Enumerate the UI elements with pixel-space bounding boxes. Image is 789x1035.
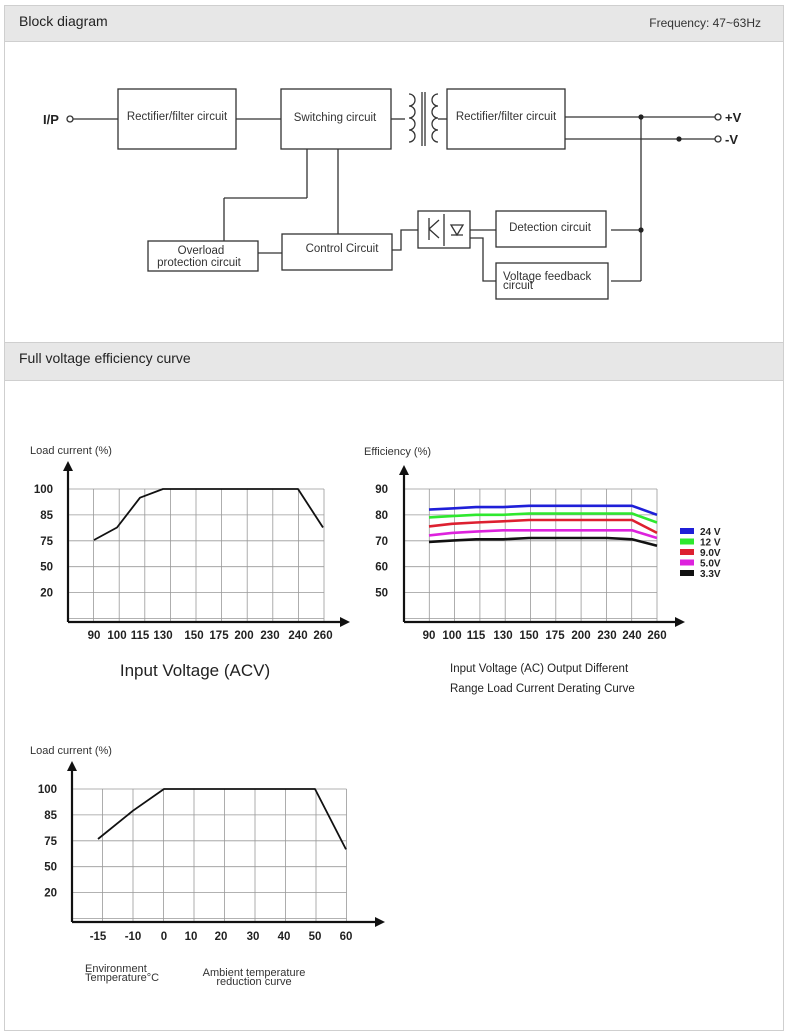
legend-swatch-12V (680, 539, 694, 545)
legend-swatch-5-0V (680, 560, 694, 566)
x-tick-label: -10 (124, 931, 142, 943)
feedback-label-1: Voltage feedback (503, 271, 592, 283)
x-tick-label: 10 (184, 931, 198, 943)
y-tick-label: 20 (44, 887, 57, 900)
x-tick-label: -15 (89, 931, 107, 943)
y-tick-label: 100 (33, 484, 53, 496)
x-tick-label: 0 (160, 931, 168, 943)
c2-xlabel-1: Input Voltage (AC) Output Different (450, 663, 629, 675)
load-current-chart (30, 445, 345, 680)
c1-xlabel: Input Voltage (ACV) (119, 661, 271, 680)
x-tick-label: 200 (234, 630, 254, 642)
x-tick-label: 175 (209, 630, 229, 642)
x-tick-label: 115 (130, 630, 150, 642)
c3-caption-1: Ambient temperature (202, 967, 306, 979)
x-tick-label: 20 (214, 931, 228, 943)
x-tick-label: 150 (519, 630, 539, 642)
x-tick-label: 90 (87, 630, 101, 642)
c3-xlabel-1: Environment (85, 963, 147, 975)
rectifier-out-label: Rectifier/filter circuit (455, 111, 557, 123)
x-tick-label: 130 (493, 630, 513, 642)
c2-xlabel-2: Range Load Current Derating Curve (450, 683, 635, 695)
x-tick-label: 175 (545, 630, 565, 642)
control-label: Control Circuit (305, 243, 379, 255)
x-tick-label: 230 (260, 630, 280, 642)
c1-ylabel: Load current (%) (30, 445, 112, 457)
efficiency-chart (364, 446, 721, 695)
y-tick-label: 75 (44, 835, 57, 848)
x-tick-label: 60 (339, 931, 353, 943)
series-line-Load current (98, 789, 346, 849)
x-tick-label: 50 (308, 931, 322, 943)
x-tick-label: 150 (184, 630, 204, 642)
x-tick-label: 260 (313, 630, 333, 642)
switching-label: Switching circuit (293, 112, 377, 124)
y-tick-label: 50 (375, 587, 388, 600)
y-tick-label: 90 (375, 484, 388, 496)
c3-caption-2: reduction curve (216, 976, 292, 988)
feedback-label-2: circuit (503, 280, 534, 292)
x-tick-label: 90 (422, 630, 436, 642)
y-tick-label: 50 (40, 561, 53, 574)
c3-xlabel-2: Temperature°C (85, 972, 160, 984)
x-tick-label: 240 (288, 630, 308, 642)
legend-swatch-3-3V (680, 570, 694, 576)
x-tick-label: 200 (571, 630, 591, 642)
legend-label: 5.0V (700, 558, 721, 570)
x-tick-label: 130 (153, 630, 173, 642)
x-tick-label: 115 (466, 630, 486, 642)
x-tick-label: 260 (647, 630, 667, 642)
rectifier-in-label: Rectifier/filter circuit (126, 111, 228, 123)
x-tick-label: 100 (442, 630, 462, 642)
input-label: I/P (43, 112, 59, 127)
y-tick-label: 20 (40, 587, 53, 600)
legend-label: 24 V (700, 527, 721, 538)
legend-label: 12 V (700, 537, 721, 549)
negative-output-label: -V (725, 132, 738, 147)
y-tick-label: 85 (44, 809, 57, 822)
y-tick-label: 60 (375, 561, 388, 574)
temperature-derating-chart (30, 745, 380, 988)
x-tick-label: 40 (277, 931, 291, 943)
legend-label: 3.3V (700, 569, 721, 580)
y-tick-label: 85 (40, 509, 53, 522)
legend-swatch-24V (680, 528, 694, 534)
y-tick-label: 50 (44, 861, 57, 874)
c2-ylabel: Efficiency (%) (364, 446, 432, 458)
x-tick-label: 100 (107, 630, 127, 642)
efficiency-title: Full voltage efficiency curve (19, 350, 191, 366)
detection-label: Detection circuit (509, 222, 591, 234)
y-tick-label: 70 (375, 535, 388, 548)
overload-label-2: protection circuit (157, 257, 241, 269)
x-tick-label: 230 (597, 630, 617, 642)
y-tick-label: 80 (375, 509, 388, 522)
y-tick-label: 75 (40, 535, 53, 548)
frequency-label: Frequency: 47~63Hz (649, 16, 761, 30)
x-tick-label: 30 (246, 931, 260, 943)
y-tick-label: 100 (37, 784, 57, 796)
legend-swatch-9-0V (680, 549, 694, 555)
x-tick-label: 240 (622, 630, 642, 642)
c3-ylabel: Load current (%) (30, 745, 112, 757)
series-line-3-3V (429, 538, 657, 546)
block-diagram-title: Block diagram (19, 13, 108, 29)
overload-label-1: Overload (177, 245, 225, 257)
legend-label: 9.0V (700, 548, 721, 559)
positive-output-label: +V (725, 110, 742, 125)
